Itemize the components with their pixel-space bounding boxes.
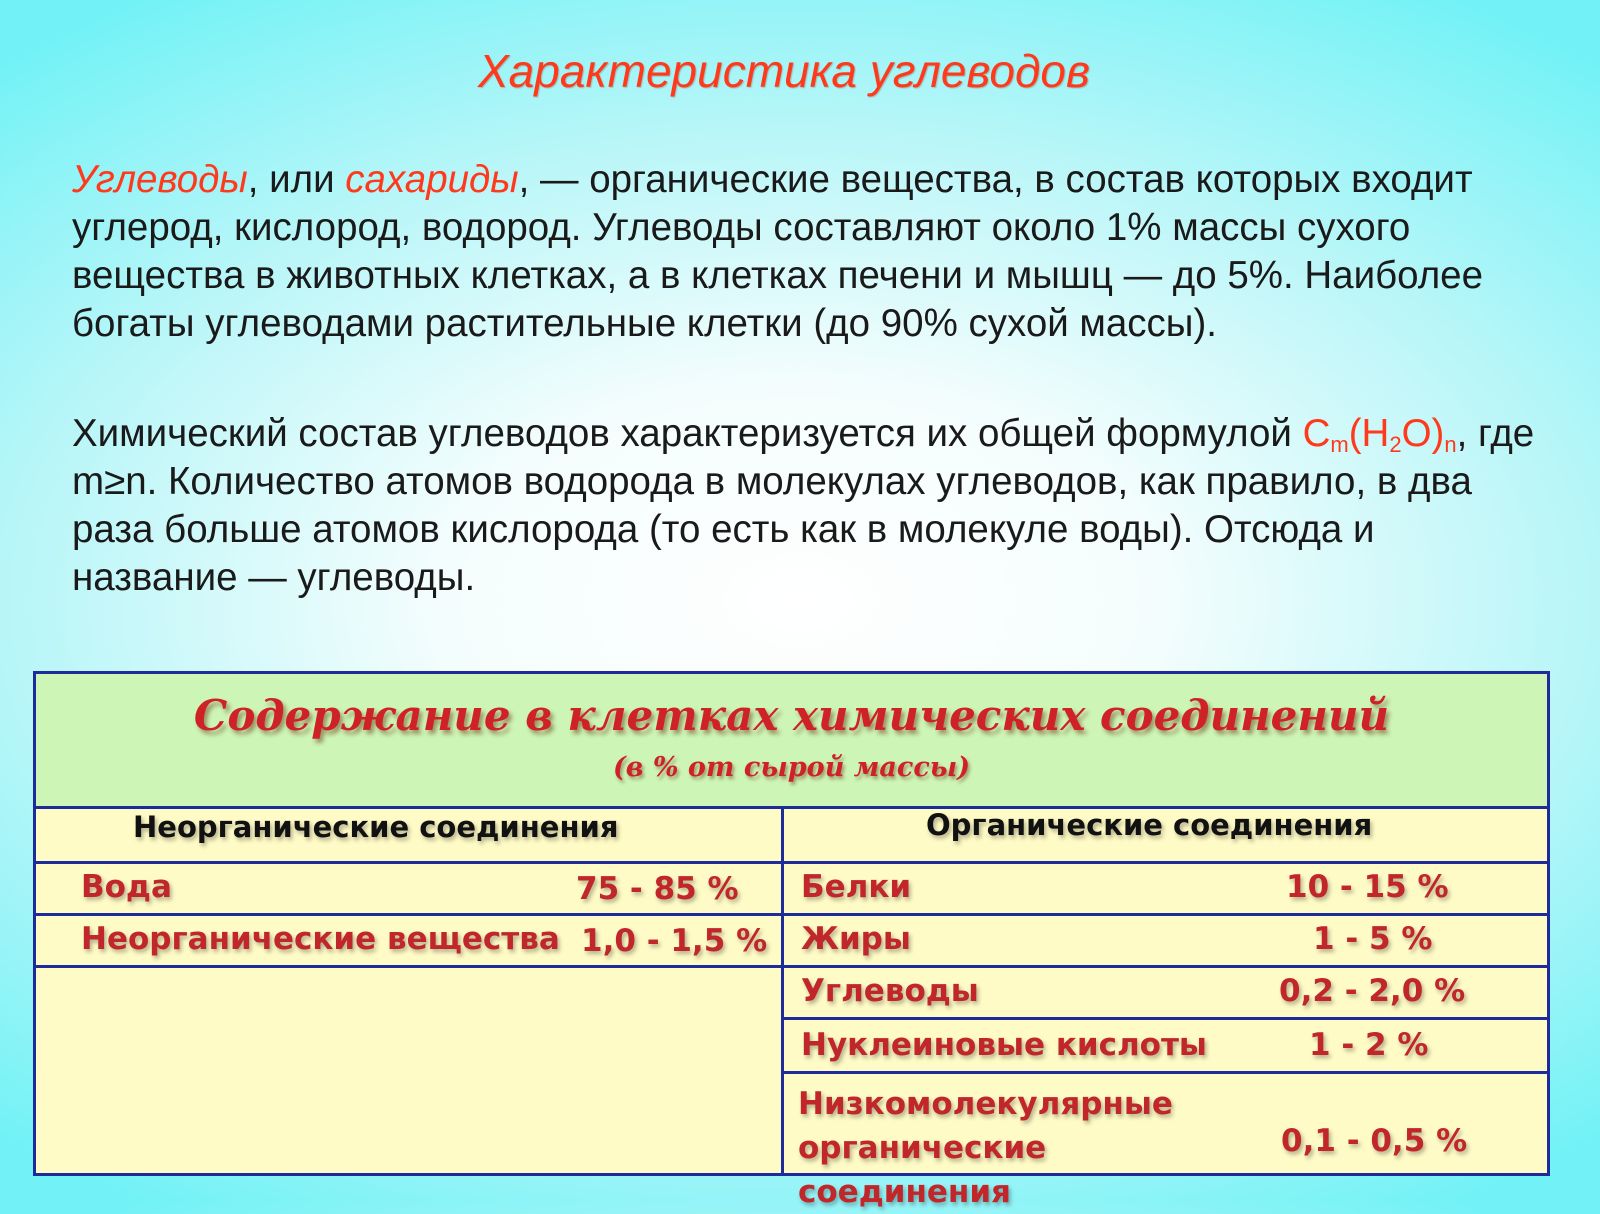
organic-row-value: 1 - 2 % xyxy=(1309,1027,1429,1063)
table-subtitle: (в % от сырой массы) xyxy=(612,752,971,783)
formula-h: (H xyxy=(1348,412,1390,455)
table-header xyxy=(36,674,1547,809)
organic-row-value: 0,2 - 2,0 % xyxy=(1279,973,1466,1009)
organic-row-value: 10 - 15 % xyxy=(1286,869,1449,905)
organic-row-name: Нуклеиновые кислоты xyxy=(801,1027,1207,1063)
inorganic-row-value: 75 - 85 % xyxy=(576,871,739,907)
formula-sub-n: n xyxy=(1444,432,1457,457)
inorganic-row-value: 1,0 - 1,5 % xyxy=(581,923,768,959)
text-segment: Химический состав углеводов характеризуется их общей формулой xyxy=(72,412,1303,455)
formula-o: O) xyxy=(1401,412,1445,455)
general-formula xyxy=(1303,412,1457,455)
text-segment: , или xyxy=(247,158,346,201)
composition-table xyxy=(33,671,1550,1210)
organic-row-name: Белки xyxy=(801,869,912,905)
text-segment: , — органические вещества, в состав которых входит углерод, кислород, водород. Углеводы составляют около 1% массы сухого вещества в животных клетках, а в клетках печени и мышц — до 5%. Наиболее богаты углеводами растительные клетки (до 90% сухой массы). xyxy=(72,158,1484,345)
organic-row-name: Низкомолекулярные органические соединения xyxy=(798,1086,1173,1210)
organic-row-value: 1 - 5 % xyxy=(1313,921,1433,957)
inorganic-header: Неорганические соединения xyxy=(133,810,619,844)
row-divider xyxy=(36,913,1547,916)
formula-sub-m: m xyxy=(1330,432,1349,457)
inorganic-row-name: Вода xyxy=(81,869,172,905)
inorganic-row-name: Неорганические вещества xyxy=(81,921,560,957)
paragraph-definition xyxy=(72,156,1542,348)
row-divider xyxy=(36,861,1547,864)
term-saccharides: сахариды xyxy=(345,158,519,201)
row-divider xyxy=(781,1017,1547,1020)
row-divider xyxy=(781,1071,1547,1074)
row-divider xyxy=(36,965,1547,968)
formula-sub-2: 2 xyxy=(1389,432,1402,457)
page-title: Характеристика углеводов xyxy=(477,45,1090,97)
text-segment: , где m≥n. Количество атомов водорода в молекулах углеводов, как правило, в два раза больше атомов кислорода (то есть как в молекуле воды). Отсюда и название — углеводы. xyxy=(72,412,1535,599)
term-carbohydrates: Углеводы xyxy=(72,158,248,201)
formula-c: C xyxy=(1302,412,1331,455)
paragraph-formula xyxy=(72,410,1542,602)
table-title: Содержание в клетках химических соединений xyxy=(193,691,1390,740)
organic-header: Органические соединения xyxy=(926,808,1373,842)
organic-row-name: Углеводы xyxy=(801,973,979,1009)
organic-row-value: 0,1 - 0,5 % xyxy=(1281,1123,1468,1159)
organic-row-name: Жиры xyxy=(801,921,911,957)
